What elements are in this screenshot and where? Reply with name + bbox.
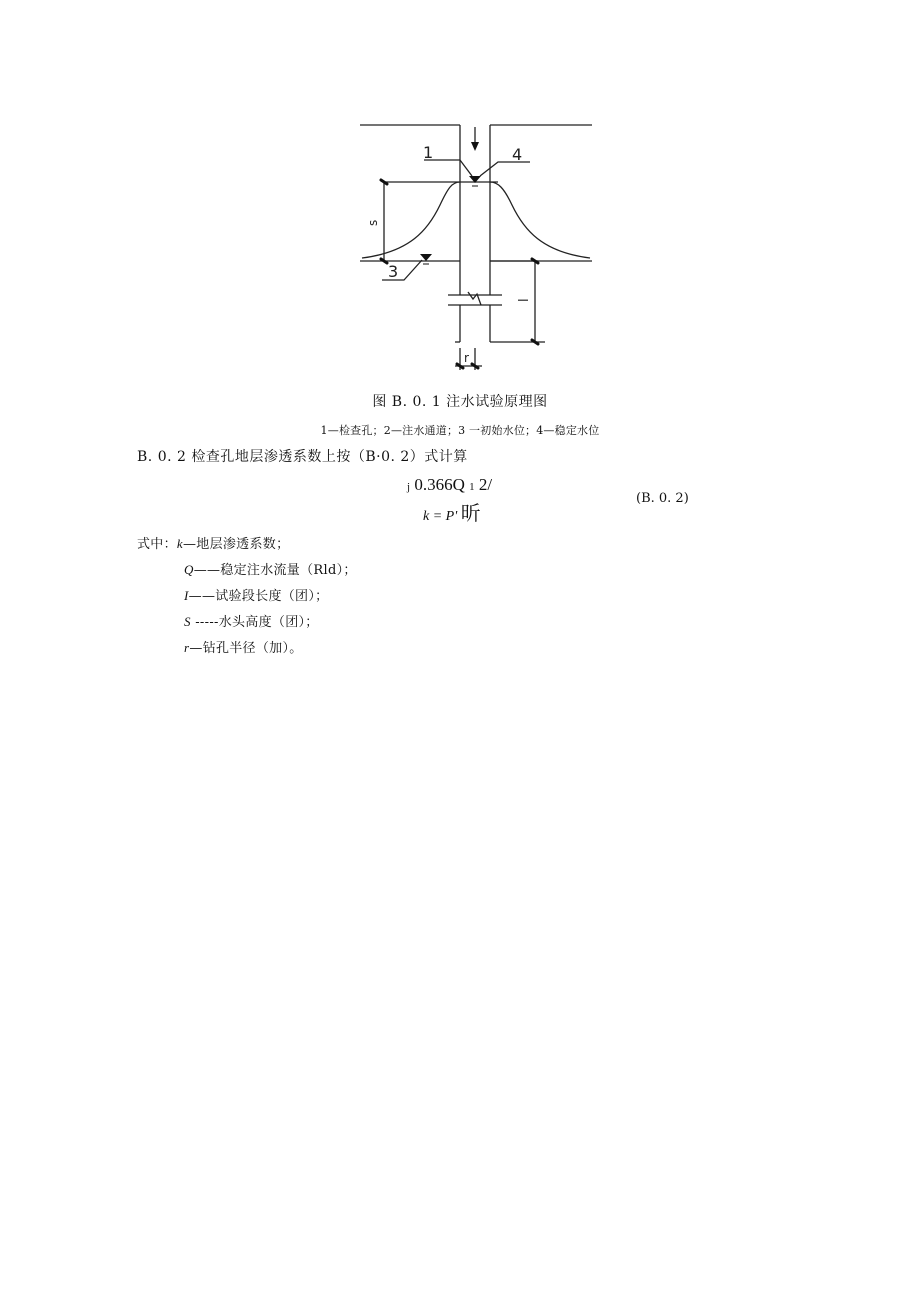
equation-number: (B. 0. 2) [636, 491, 689, 506]
formula-top-sub: 1 [469, 481, 475, 493]
formula-denominator [423, 497, 481, 526]
formula-bottom-left: k = P' [423, 509, 458, 524]
figure-caption: 图 B. 0. 1 注水试验原理图 [372, 394, 548, 410]
formula-top-suffix: 2/ [478, 475, 493, 494]
definition-intro-line [137, 533, 289, 552]
label-l: l [517, 298, 532, 302]
definition-line-r [184, 637, 303, 656]
tick-s-top [381, 180, 387, 184]
definition-text-l: ——试验段长度（团）； [188, 589, 329, 604]
label-3: 3 [388, 262, 399, 281]
definition-line-s [184, 611, 319, 630]
definition-symbol-s: S [184, 614, 191, 629]
water-mound-curve-right [490, 182, 590, 258]
definitions-intro: 式中： [137, 537, 177, 552]
section-heading: B. 0. 2 检查孔地层渗透系数上按（B·0. 2）式计算 [137, 449, 468, 465]
definition-symbol-k: k [176, 536, 183, 551]
tick-l-top [532, 259, 538, 263]
formula-numerator [407, 475, 492, 495]
definition-symbol-r: r [184, 640, 190, 655]
tick-r-right [472, 364, 478, 368]
definition-text-k: —地层渗透系数； [182, 537, 290, 552]
figure-legend: 1—检查孔；2—注水通道；3 一初始水位；4—稳定水位 [320, 424, 600, 437]
definition-text-s: -----水头高度（团）； [190, 615, 319, 630]
label-r: r [464, 351, 469, 365]
inflow-arrow-head [471, 142, 479, 151]
formula-top-prefix: j [407, 481, 411, 493]
tick-l-bottom [532, 340, 538, 344]
tick-r-left [457, 364, 463, 368]
leader-1 [424, 160, 472, 176]
formula-top-main: 0.366Q [414, 475, 465, 494]
definition-text-q: ——稳定注水流量（Rld）； [193, 563, 357, 578]
break-zigzag [468, 292, 481, 305]
leader-4 [480, 162, 530, 176]
formula-bottom-right: 昕 [460, 503, 481, 525]
definition-line-l [184, 585, 328, 604]
label-s: s [366, 219, 380, 226]
definition-line-q [184, 559, 357, 578]
label-1: 1 [423, 143, 434, 162]
definition-symbol-l: I [184, 588, 189, 603]
definition-symbol-q: Q [184, 562, 194, 577]
tick-s-bottom [381, 259, 387, 263]
label-4: 4 [512, 145, 523, 164]
injection-test-diagram [0, 0, 920, 400]
definition-text-r: —钻孔半径（加）。 [189, 641, 303, 656]
